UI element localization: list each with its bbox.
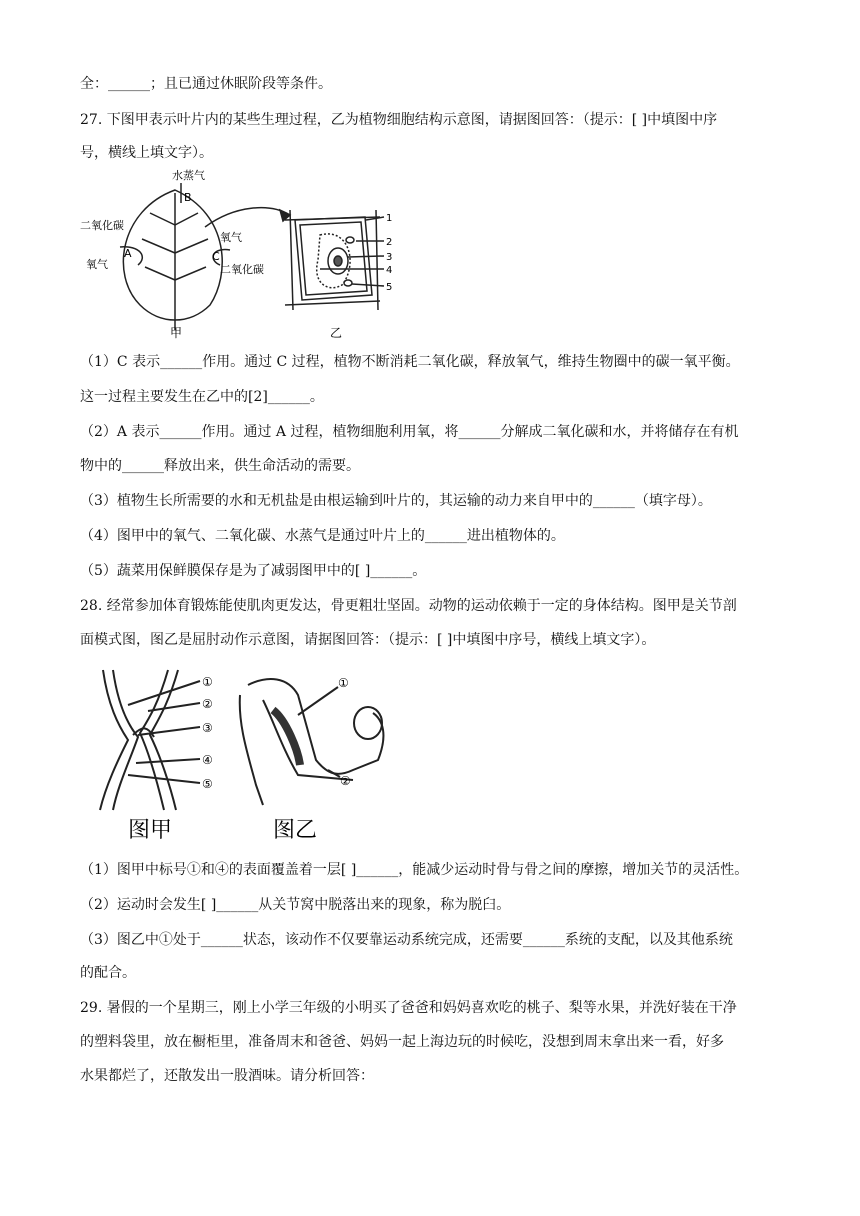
q27-sub2-line1: （2）A 表示______作用。通过 A 过程，植物细胞利用氧，将______分解成二氧化碳和水，并将储存在有机 [80,424,739,440]
label-b: B [184,191,192,204]
arm-diagram [240,679,384,805]
caption-figure-yi: 图乙 [273,818,318,843]
q28-sub3-line2: 的配合。 [80,965,136,981]
q27-sub3: （3）植物生长所需要的水和无机盐是由根运输到叶片的，其运输的动力来自甲中的______（填字母）。 [80,493,712,509]
question-28-line-1: 28. 经常参加体育锻炼能使肌肉更发达，骨更粗壮坚固。动物的运动依赖于一定的身体结构。图甲是关节剖 [80,598,737,614]
caption-figure-jia: 图甲 [128,818,173,843]
q27-sub5: （5）蔬菜用保鲜膜保存是为了减弱图甲中的[ ]______。 [80,563,427,579]
joint-label-2: ② [202,697,213,711]
leaf-diagram [120,183,290,330]
question-29-line-2: 的塑料袋里，放在橱柜里，准备周末和爸爸、妈妈一起上海边玩的时候吃，没想到周末拿出来一看，好多 [80,1034,724,1050]
joint-label-3: ③ [202,721,213,735]
question-28-line-2: 面模式图，图乙是屈肘动作示意图，请据图回答：（提示：[ ]中填图中序号，横线上填文字）。 [80,632,656,648]
figure-leaf-and-cell [80,165,400,340]
q28-sub3-line1: （3）图乙中①处于______状态，该动作不仅要靠运动系统完成，还需要______系统的支配，以及其他系统 [80,932,733,948]
joint-label-5: ⑤ [202,777,213,791]
q27-sub2-line2: 物中的______释放出来，供生命活动的需要。 [80,458,360,474]
label-co2-right: 二氧化碳 [220,263,264,276]
caption-yi: 乙 [330,326,343,340]
caption-jia: 甲 [170,326,183,340]
q28-sub1: （1）图甲中标号①和④的表面覆盖着一层[ ]______，能减少运动时骨与骨之间的摩擦，增加关节的灵活性。 [80,862,749,878]
cell-label-2: 2 [386,237,393,248]
joint-label-1: ① [202,675,213,689]
question-29-line-3: 水果都烂了，还散发出一股酒味。请分析回答： [80,1068,374,1084]
cell-label-4: 4 [386,265,393,276]
plant-cell-diagram [285,210,384,310]
cell-label-3: 3 [386,252,393,263]
label-o2-right: 氧气 [220,231,242,244]
arm-label-2: ② [340,774,351,788]
question-29-line-1: 29. 暑假的一个星期三，刚上小学三年级的小明买了爸爸和妈妈喜欢吃的桃子、梨等水果，并洗好装在干净 [80,1000,737,1016]
label-c: C [212,250,220,263]
text-line-1: 全：______；且已通过休眠阶段等条件。 [80,76,332,92]
label-co2-left: 二氧化碳 [80,219,124,232]
cell-label-1: 1 [386,213,393,224]
q27-sub4: （4）图甲中的氧气、二氧化碳、水蒸气是通过叶片上的______进出植物体的。 [80,528,565,544]
label-water-vapor: 水蒸气 [172,169,205,182]
cell-label-5: 5 [386,282,393,293]
q27-sub1-line2: 这一过程主要发生在乙中的[2]______。 [80,389,324,405]
arm-label-1: ① [338,676,349,690]
joint-diagram [100,670,200,810]
q27-sub1-line1: （1）C 表示______作用。通过 C 过程，植物不断消耗二氧化碳，释放氧气，维持生物圈中的碳一氧平衡。 [80,354,740,370]
q28-sub2: （2）运动时会发生[ ]______从关节窝中脱落出来的现象，称为脱臼。 [80,897,511,913]
joint-label-4: ④ [202,753,213,767]
label-a: A [124,247,132,260]
figure-joint-and-arm [88,665,408,845]
label-o2-left: 氧气 [86,258,108,271]
question-27-line-1: 27. 下图甲表示叶片内的某些生理过程，乙为植物细胞结构示意图，请据图回答：（提示：[ ]中填图中序 [80,112,718,128]
question-27-line-2: 号，横线上填文字）。 [80,145,213,161]
